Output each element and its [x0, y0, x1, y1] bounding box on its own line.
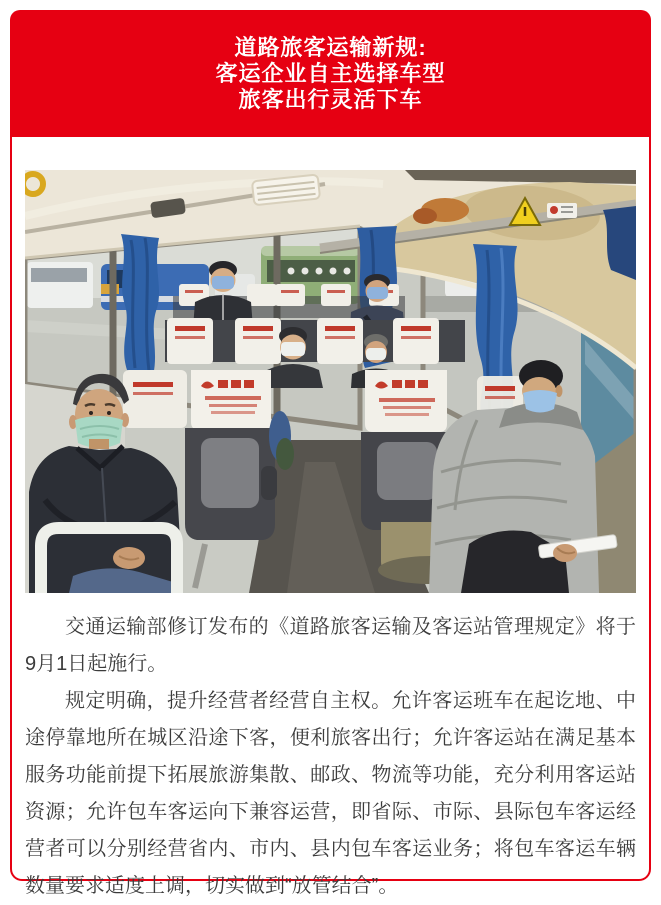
- content-card: [10, 137, 651, 897]
- mid-seat-rows: [165, 318, 465, 364]
- article-paragraph-1: 交通运输部修订发布的《道路旅客运输及客运站管理规定》将于9月1日起施行。: [25, 616, 636, 675]
- bus-interior-illustration: [25, 170, 636, 593]
- article-photo: [25, 170, 636, 593]
- article-body: [25, 609, 636, 905]
- article-title-line-1: 道路旅客运输新规:: [234, 34, 427, 60]
- article-paragraph-2: 规定明确，提升经营者经营自主权。允许客运班车在起讫地、中途停靠地所在城区沿途下客，便利旅客出行；允许客运站在满足基本服务功能前提下拓展旅游集散、邮政、物流等功能，充分利用客运站资源；允许包车客运向下兼容运营，即省际、市际、县际包车客运经营者可以分别经营省内、市内、县内包车客运业务；将包车客运车辆数量要求适度上调，切实做到“放管结合”。: [25, 690, 636, 897]
- article-title-line-3: 旅客出行灵活下车: [238, 86, 423, 112]
- article-title-line-2: 客运企业自主选择车型: [215, 60, 446, 86]
- title-banner: [10, 10, 651, 137]
